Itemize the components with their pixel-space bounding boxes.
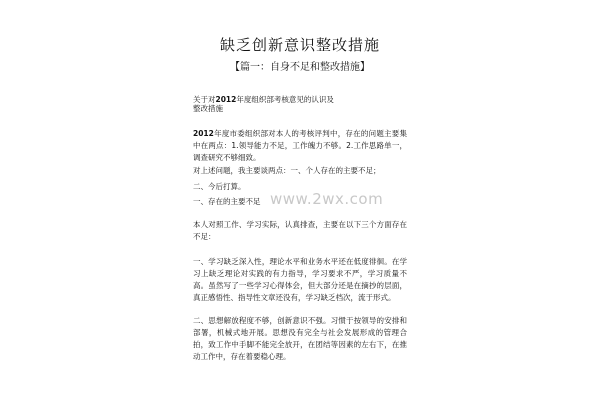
heading-prefix: 关于对 <box>193 95 216 104</box>
section-one-heading: 一、存在的主要不足 <box>193 197 261 206</box>
document-subtitle: 【篇一：自身不足和整改措施】 <box>230 62 370 73</box>
document-title: 缺乏创新意识整改措施 <box>219 36 380 54</box>
heading-line-2: 整改措施 <box>193 104 223 113</box>
heading-year: 2012 <box>215 95 237 104</box>
intro-text: 年度市委组织部对本人的考核评判中，存在的问题主要集中在两点：1.领导能力不足，工作魄力不够。2.工作思路单一，调查研究不够细致。 <box>193 129 407 162</box>
focus-line: 对上述问题，我主要谈两点：一、个人存在的主要不足； <box>193 166 381 175</box>
intro-paragraph <box>193 128 407 164</box>
watermark: www.2wx.com <box>270 190 384 208</box>
intro-year: 2012 <box>193 129 214 138</box>
point-two-paragraph: 二、思想解放程度不够，创新意识不强。习惯于按领导的安排和部署，机械式地开展。思想没有完全与社会发展形成的管理合拍，致工作中手脚不能完全放开，在团结等因素的左右下，在推动工作中，存在着要稳心理。 <box>193 316 407 361</box>
plan-line: 二、今后打算。 <box>193 182 246 191</box>
point-one-paragraph: 一、学习缺乏深入性，理论水平和业务水平还在低度徘徊。在学习上缺乏理论对实践的有力指导，学习要求不严，学习质量不高。虽然写了一些学习心得体会，但大部分还是在摘抄的层面，真正感悟性、指导性文章还没有，学习缺乏档次，流于形式。 <box>193 257 407 302</box>
heading-line-1 <box>193 95 334 104</box>
heading-suffix: 年度组织部考核意见的认识及 <box>236 95 334 104</box>
self-review-paragraph: 本人对照工作、学习实际，认真排查，主要在以下三个方面存在不足： <box>193 220 407 241</box>
